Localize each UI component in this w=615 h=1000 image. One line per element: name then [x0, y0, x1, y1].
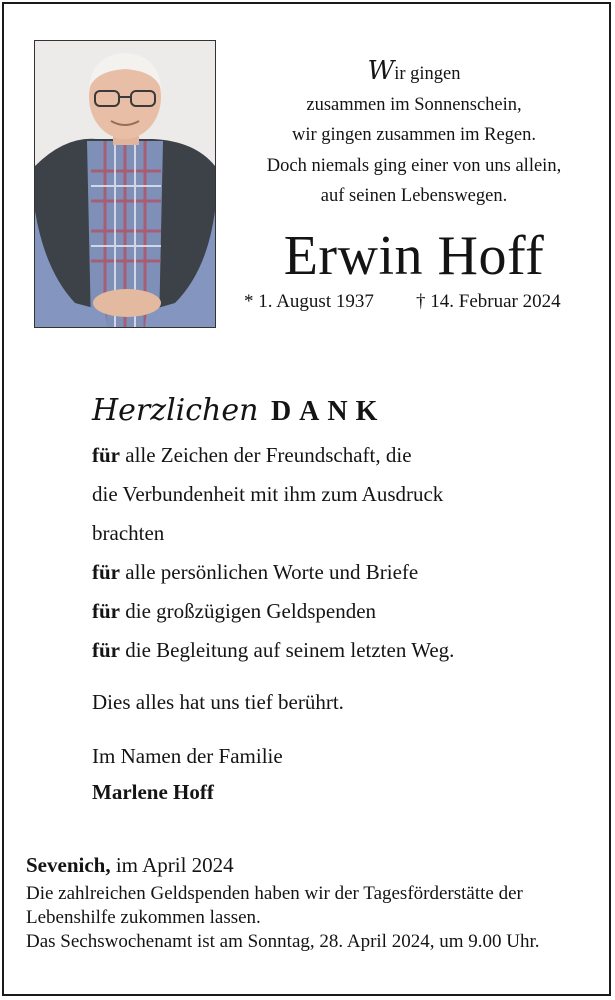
poem — [224, 56, 604, 212]
signer-name: Marlene Hoff — [92, 780, 214, 804]
family-signature — [92, 738, 283, 810]
thanks-line — [92, 631, 592, 670]
death-date: † 14. Februar 2024 — [416, 291, 561, 312]
poem-line-2: zusammen im Sonnenschein, — [306, 94, 522, 115]
thanks-line-lead: für — [92, 560, 120, 584]
thanks-script-word: Herzlichen — [92, 393, 259, 428]
poem-line-3: wir gingen zusammen im Regen. — [291, 125, 537, 145]
thanks-line-text: brachten — [92, 521, 165, 545]
thanks-line-lead: für — [92, 599, 120, 623]
date: im April 2024 — [110, 853, 234, 877]
thanks-line — [92, 553, 592, 592]
thanks-line — [92, 475, 592, 514]
portrait-photo — [34, 40, 216, 328]
thanks-dank-word: DANK — [270, 396, 386, 427]
thanks-line-text: die Begleitung auf seinem letzten Weg. — [120, 638, 455, 662]
thanks-line-lead: für — [92, 638, 120, 662]
donation-note: Die zahlreichen Geldspenden haben wir der Tagesförderstätte der Lebenshilfe zukommen lassen. — [26, 883, 523, 928]
life-dates — [244, 289, 604, 315]
family-intro: Im Namen der Familie — [92, 744, 283, 768]
thanks-line-text: alle Zeichen der Freundschaft, die — [120, 443, 412, 467]
thanks-line — [92, 514, 592, 553]
thanks-list — [92, 436, 592, 670]
obituary-card — [2, 2, 611, 996]
thanks-line-text: die großzügigen Geldspenden — [120, 599, 377, 623]
footer-notes — [26, 850, 606, 954]
deceased-name: Erwin Hoff — [283, 225, 545, 287]
poem-line-1 — [224, 56, 604, 90]
birth-date: * 1. August 1937 — [244, 291, 374, 312]
thanks-line-text: alle persönlichen Worte und Briefe — [120, 560, 419, 584]
place: Sevenich, — [26, 853, 111, 877]
poem-line-5: auf seinen Lebenswegen. — [320, 186, 508, 206]
thanks-line-lead: für — [92, 443, 120, 467]
thanks-heading — [92, 386, 385, 436]
closing-sentence: Dies alles hat uns tief berührt. — [92, 690, 344, 714]
poem-initial: W — [367, 56, 395, 86]
mass-note: Das Sechswochenamt ist am Sonntag, 28. April 2024, um 9.00 Uhr. — [26, 931, 540, 952]
thanks-line — [92, 436, 592, 475]
place-date-line — [26, 850, 606, 880]
poem-line-1-rest: ir gingen — [394, 64, 461, 84]
thanks-line-text: die Verbundenheit mit ihm zum Ausdruck — [92, 482, 444, 506]
poem-line-4: Doch niemals ging einer von uns allein, — [266, 155, 562, 176]
thanks-line — [92, 592, 592, 631]
